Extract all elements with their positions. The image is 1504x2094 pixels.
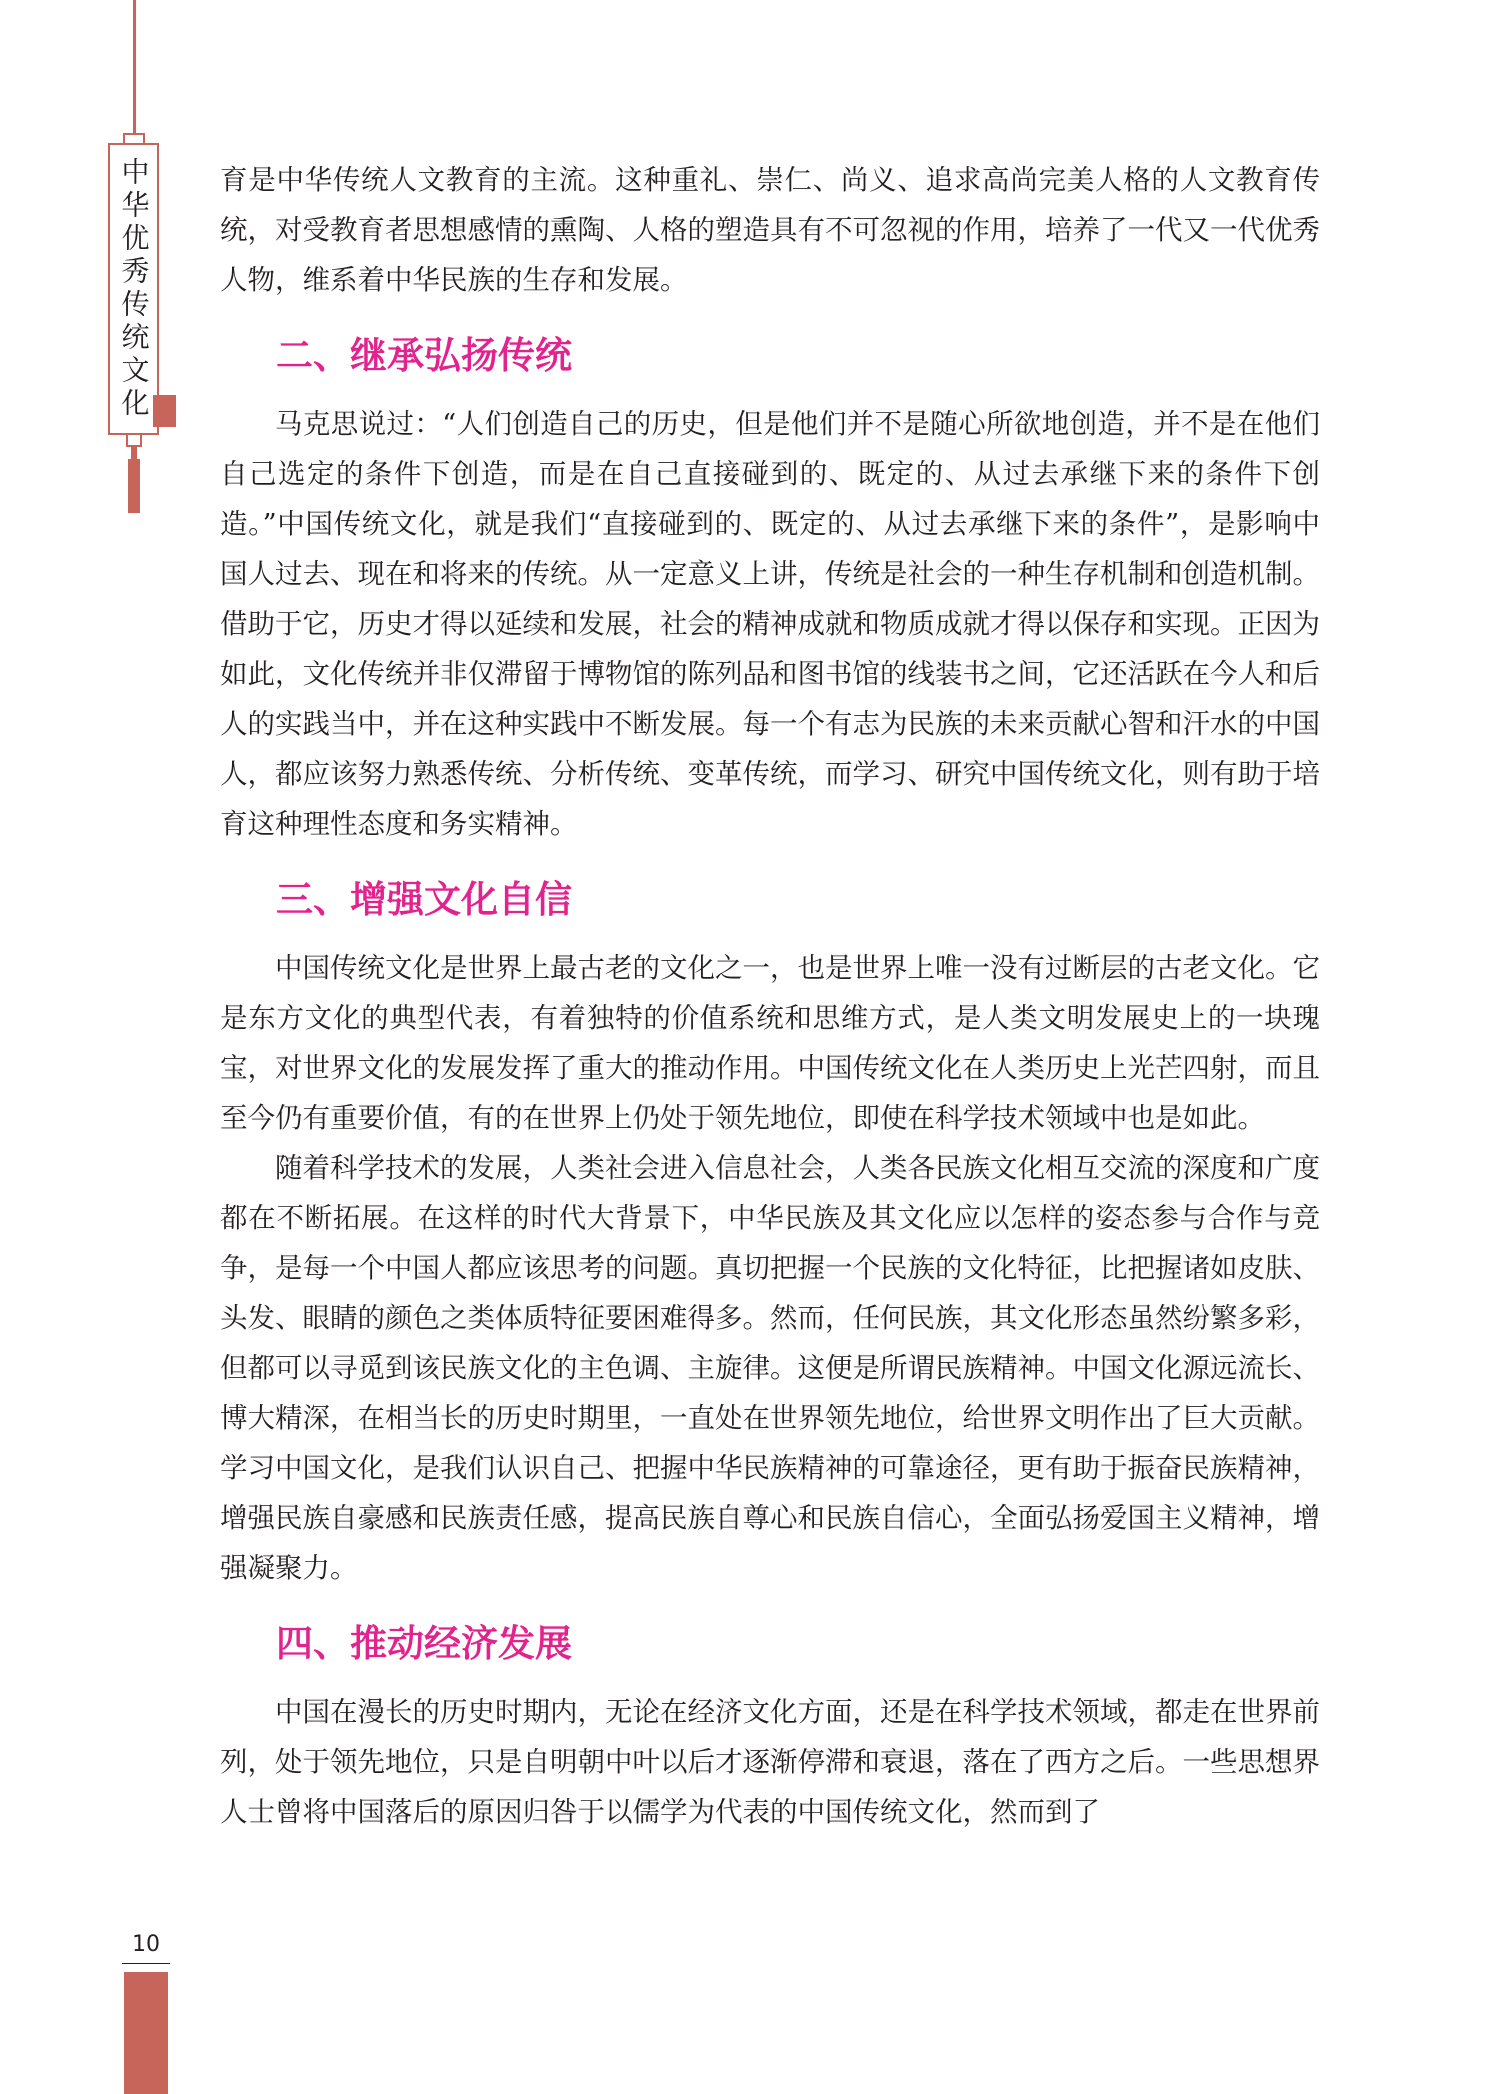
paragraph-oldest-culture: 中国传统文化是世界上最古老的文化之一，也是世界上唯一没有过断层的古老文化。它是东方文化的典型代表，有着独特的价值系统和思维方式，是人类文明发展史上的一块瑰宝，对世界文化的发展发挥了重大的推动作用。中国传统文化在人类历史上光芒四射，而且至今仍有重要价值，有的在世界上仍处于领先地位，即使在科学技术领域中也是如此。 <box>220 952 1320 1134</box>
emblem-seal-square <box>153 395 176 427</box>
section-heading-economic-development: 四、推动经济发展 <box>276 1622 572 1665</box>
emblem-cap <box>123 133 145 143</box>
page-number: 10 <box>132 1932 160 1957</box>
side-title: 中华优秀传统文化 <box>117 157 151 421</box>
emblem-string-top <box>133 0 136 133</box>
paragraph-economic-history: 中国在漫长的历史时期内，无论在经济文化方面，还是在科学技术领域，都走在世界前列，处于领先地位，只是自明朝中叶以后才逐渐停滞和衰退，落在了西方之后。一些思想界人士曾将中国落后的原因归咎于以儒学为代表的中国传统文化，然而到了 <box>220 1696 1320 1828</box>
emblem-bead <box>131 447 137 459</box>
section-heading-cultural-confidence: 三、增强文化自信 <box>276 878 572 921</box>
page-content <box>220 155 1320 1837</box>
page-number-rule <box>122 1963 170 1964</box>
emblem-tassel <box>128 459 140 513</box>
page-tab <box>124 1972 168 2094</box>
side-title-box <box>108 143 159 435</box>
paragraph-marx-quote: 马克思说过：“人们创造自己的历史，但是他们并不是随心所欲地创造，并不是在他们自己选定的条件下创造，而是在自己直接碰到的、既定的、从过去承继下来的条件下创造。”中国传统文化，就是我们“直接碰到的、既定的、从过去承继下来的条件”，是影响中国人过去、现在和将来的传统。从一定意义上讲，传统是社会的一种生存机制和创造机制。借助于它，历史才得以延续和发展，社会的精神成就和物质成就才得以保存和实现。正因为如此，文化传统并非仅滞留于博物馆的陈列品和图书馆的线装书之间，它还活跃在今人和后人的实践当中，并在这种实践中不断发展。每一个有志为民族的未来贡献心智和汗水的中国人，都应该努力熟悉传统、分析传统、变革传统，而学习、研究中国传统文化，则有助于培育这种理性态度和务实精神。 <box>220 408 1320 840</box>
paragraph-continued: 育是中华传统人文教育的主流。这种重礼、崇仁、尚义、追求高尚完美人格的人文教育传统，对受教育者思想感情的熏陶、人格的塑造具有不可忽视的作用，培养了一代又一代优秀人物，维系着中华民族的生存和发展。 <box>220 164 1320 296</box>
section-heading-inherit-tradition: 二、继承弘扬传统 <box>276 334 572 377</box>
emblem-ring <box>126 435 142 447</box>
paragraph-national-spirit: 随着科学技术的发展，人类社会进入信息社会，人类各民族文化相互交流的深度和广度都在不断拓展。在这样的时代大背景下，中华民族及其文化应以怎样的姿态参与合作与竞争，是每一个中国人都应该思考的问题。真切把握一个民族的文化特征，比把握诸如皮肤、头发、眼睛的颜色之类体质特征要困难得多。然而，任何民族，其文化形态虽然纷繁多彩，但都可以寻觅到该民族文化的主色调、主旋律。这便是所谓民族精神。中国文化源远流长、博大精深，在相当长的历史时期里，一直处在世界领先地位，给世界文明作出了巨大贡献。学习中国文化，是我们认识自己、把握中华民族精神的可靠途径，更有助于振奋民族精神，增强民族自豪感和民族责任感，提高民族自尊心和民族自信心，全面弘扬爱国主义精神，增强凝聚力。 <box>220 1152 1320 1584</box>
